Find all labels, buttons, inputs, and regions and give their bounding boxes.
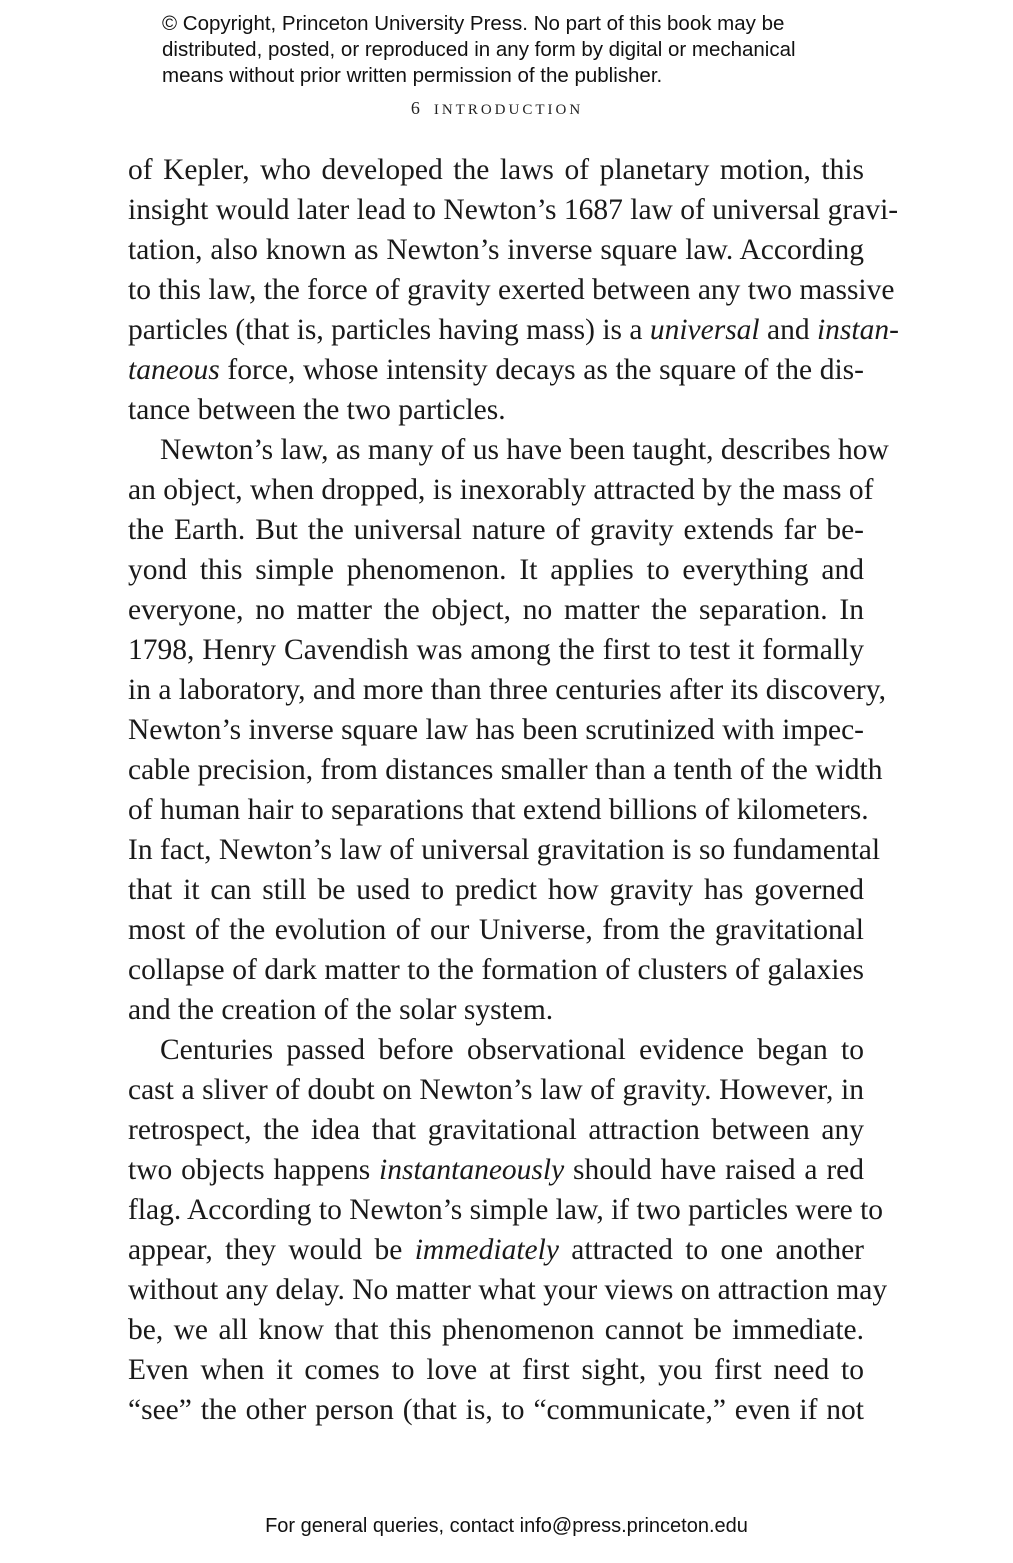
text-segment: two objects happens: [128, 1154, 380, 1186]
text-segment: particles (that is, particles having mass) is a: [128, 314, 650, 346]
text-line: Newton’s law, as many of us have been taught, describes how: [160, 434, 889, 466]
text-line: tance between the two particles.: [128, 394, 506, 426]
text-segment: and: [759, 314, 817, 346]
chapter-title: INTRODUCTION: [433, 102, 584, 118]
text-line: Even when it comes to love at first sight, you first need to: [128, 1354, 864, 1386]
text-line: “see” the other person (that is, to “communicate,” even if not: [128, 1394, 864, 1426]
text-line: collapse of dark matter to the formation of clusters of galaxies: [128, 954, 864, 986]
text-line: of Kepler, who developed the laws of planetary motion, this: [128, 154, 864, 186]
text-segment: force, whose intensity decays as the square of the dis-: [219, 354, 864, 386]
text-line: retrospect, the idea that gravitational attraction between any: [128, 1114, 864, 1146]
text-line: yond this simple phenomenon. It applies to everything and: [128, 554, 864, 586]
text-line: of human hair to separations that extend billions of kilometers.: [128, 794, 869, 826]
paragraph: [128, 1030, 888, 1430]
text-line: an object, when dropped, is inexorably attracted by the mass of: [128, 474, 874, 506]
paragraph: [128, 150, 899, 430]
copyright-line: means without prior written permission of the publisher.: [162, 64, 663, 87]
text-line: 1798, Henry Cavendish was among the first to test it formally: [128, 634, 864, 666]
text-line: [128, 1150, 864, 1190]
italic-text: immediately: [414, 1234, 559, 1266]
text-segment: appear, they would be: [128, 1234, 415, 1266]
copyright-line: distributed, posted, or reproduced in any form by digital or mechanical: [162, 38, 796, 61]
running-head: [0, 98, 994, 119]
text-line: Newton’s inverse square law has been scrutinized with impec-: [128, 714, 864, 746]
text-line: be, we all know that this phenomenon cannot be immediate.: [128, 1314, 864, 1346]
page-number: 6: [410, 98, 420, 118]
text-line: tation, also known as Newton’s inverse square law. According: [128, 234, 864, 266]
text-line: and the creation of the solar system.: [128, 994, 554, 1026]
text-line: cast a sliver of doubt on Newton’s law of gravity. However, in: [128, 1074, 864, 1106]
text-line: flag. According to Newton’s simple law, if two particles were to: [128, 1194, 884, 1226]
italic-text: instan-: [816, 314, 899, 346]
text-line: everyone, no matter the object, no matter the separation. In: [128, 594, 864, 626]
text-line: in a laboratory, and more than three centuries after its discovery,: [128, 674, 886, 706]
text-line: insight would later lead to Newton’s 1687 law of universal gravi-: [128, 194, 899, 226]
text-segment: should have raised a red: [564, 1154, 864, 1186]
text-line: [128, 310, 899, 350]
text-line: Centuries passed before observational evidence began to: [160, 1034, 864, 1066]
text-line: the Earth. But the universal nature of gravity extends far be-: [128, 514, 864, 546]
text-segment: attracted to one another: [558, 1234, 864, 1266]
text-line: [128, 350, 864, 390]
text-line: cable precision, from distances smaller than a tenth of the width: [128, 754, 883, 786]
paragraph: [128, 430, 889, 1030]
italic-text: taneous: [128, 354, 220, 386]
italic-text: universal: [649, 314, 760, 346]
text-line: that it can still be used to predict how gravity has governed: [128, 874, 864, 906]
copyright-notice: [162, 11, 796, 89]
text-line: to this law, the force of gravity exerted between any two massive: [128, 274, 895, 306]
footer-contact: For general queries, contact info@press.princeton.edu: [265, 1515, 748, 1537]
body-text: [128, 150, 899, 1430]
text-line: [128, 1230, 864, 1270]
italic-text: instantaneously: [379, 1154, 565, 1186]
copyright-line: © Copyright, Princeton University Press. No part of this book may be: [162, 12, 785, 35]
text-line: most of the evolution of our Universe, from the gravitational: [128, 914, 864, 946]
text-line: In fact, Newton’s law of universal gravitation is so fundamental: [128, 834, 881, 866]
text-line: without any delay. No matter what your views on attraction may: [128, 1274, 888, 1306]
